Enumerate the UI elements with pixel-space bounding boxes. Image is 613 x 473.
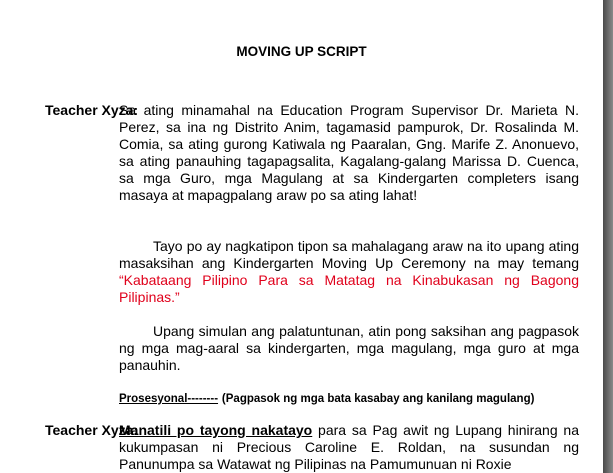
theme-paragraph [119,238,579,306]
stand-instruction: Manatili po tayong nakatayo [119,422,313,438]
anthem-text: para sa Pag awit ng Lupang hinirang na kukumpasan ni Precious Caroline E. Roldan, na susundan ng Panunumpa sa Watawat ng Pilipinas na Pamumunuan ni Roxie [119,422,579,472]
anthem-paragraph [119,422,579,473]
speaker-label-2: Teacher Xyza: [45,422,139,438]
theme-intro-text: Tayo po ay nagkatipon tipon sa mahalagang araw na ito upang ating masaksihan ang Kindergarten Moving Up Ceremony na may temang [119,238,579,271]
procession-paragraph: Upang simulan ang palatuntunan, atin pong saksihan ang pagpasok ng mga mag-aaral sa kindergarten, mga magulang, mga guro at mga panauhin. [119,323,579,373]
processional-note: (Pagpasok ng mga bata kasabay ang kanilang magulang) [221,393,535,405]
speaker-label: Teacher Xyza: [45,102,139,118]
document-title: MOVING UP SCRIPT [236,44,367,59]
procession-direction [119,389,579,408]
processional-label: Prosesyonal-------- [119,393,219,405]
theme-title: “Kabataang Pilipino Para sa Matatag na Kinabukasan ng Bagong Pilipinas.” [119,272,579,305]
welcome-paragraph: Sa ating minamahal na Education Program Supervisor Dr. Marieta N. Perez, sa ina ng Distrito Anim, tagamasid pampurok, Dr. Rosalinda M. Comia, sa ating gurong Katiwala ng Paaralan, Gng. Marife Z. Anonuevo, sa ating panauhing tagapagsalita, Kagalang-galang Marissa D. Cuenca, sa mga Guro, mga Magulang at sa Kindergarten completers isang masaya at mapagpalang araw po sa ating lahat! [119,102,579,203]
window-edge [603,0,613,473]
